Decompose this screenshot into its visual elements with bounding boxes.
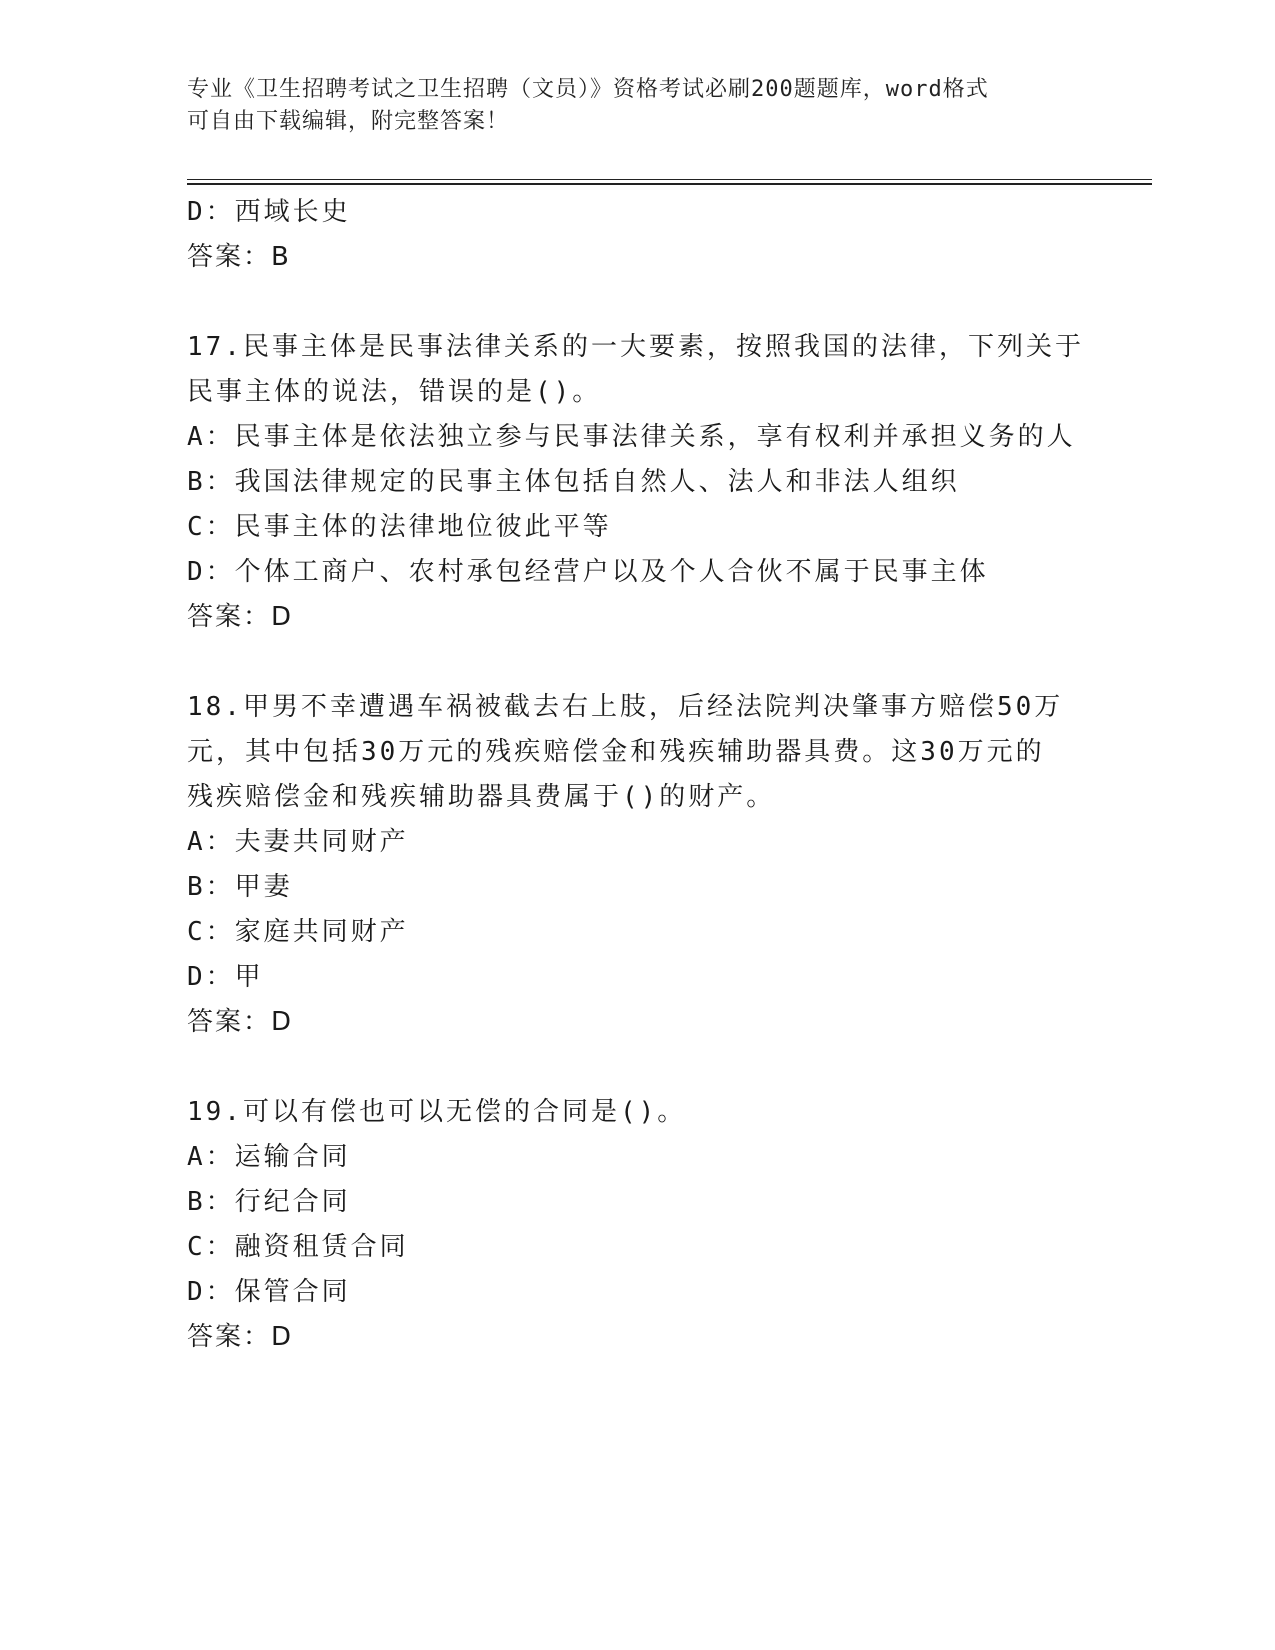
option-c: C：民事主体的法律地位彼此平等 (187, 512, 612, 542)
option-a: A：运输合同 (187, 1142, 351, 1172)
question-stem-line: 元，其中包括30万元的残疾赔偿金和残疾辅助器具费。这30万元的 (187, 737, 1045, 767)
prev-question-option-d: D：西域长史 (187, 197, 351, 227)
question-stem-line: 民事主体的说法，错误的是()。 (187, 377, 602, 407)
header-rule-thick (187, 183, 1152, 185)
question-stem-line: 18.甲男不幸遭遇车祸被截去右上肢，后经法院判决肇事方赔偿50万 (187, 692, 1064, 722)
option-b: B：甲妻 (187, 872, 293, 902)
answer: 答案：D (187, 602, 294, 632)
question-17 (187, 325, 1087, 640)
option-d: D：个体工商户、农村承包经营户以及个人合伙不属于民事主体 (187, 557, 989, 587)
option-a: A：夫妻共同财产 (187, 827, 409, 857)
option-d: D：保管合同 (187, 1277, 351, 1307)
option-d: D：甲 (187, 962, 264, 992)
question-stem-line: 19.可以有偿也可以无偿的合同是()。 (187, 1097, 687, 1127)
answer: 答案：D (187, 1322, 294, 1352)
option-c: C：家庭共同财产 (187, 917, 409, 947)
question-stem-line: 残疾赔偿金和残疾辅助器具费属于()的财产。 (187, 782, 776, 812)
document-header (187, 74, 1087, 138)
header-rule-thin (187, 179, 1152, 180)
answer: 答案：D (187, 1007, 294, 1037)
question-list (187, 190, 1087, 1405)
question-stem-line: 17.民事主体是民事法律关系的一大要素，按照我国的法律，下列关于 (187, 332, 1084, 362)
option-b: B：我国法律规定的民事主体包括自然人、法人和非法人组织 (187, 467, 960, 497)
header-title-line-1: 专业《卫生招聘考试之卫生招聘（文员）》资格考试必刷200题题库，word格式 (187, 77, 989, 102)
option-c: C：融资租赁合同 (187, 1232, 409, 1262)
option-b: B：行纪合同 (187, 1187, 351, 1217)
header-title-line-2: 可自由下载编辑，附完整答案！ (187, 109, 510, 134)
question-18 (187, 685, 1087, 1045)
question-19 (187, 1090, 1087, 1360)
prev-question-answer: 答案：B (187, 242, 291, 272)
option-a: A：民事主体是依法独立参与民事法律关系，享有权利并承担义务的人 (187, 422, 1076, 452)
